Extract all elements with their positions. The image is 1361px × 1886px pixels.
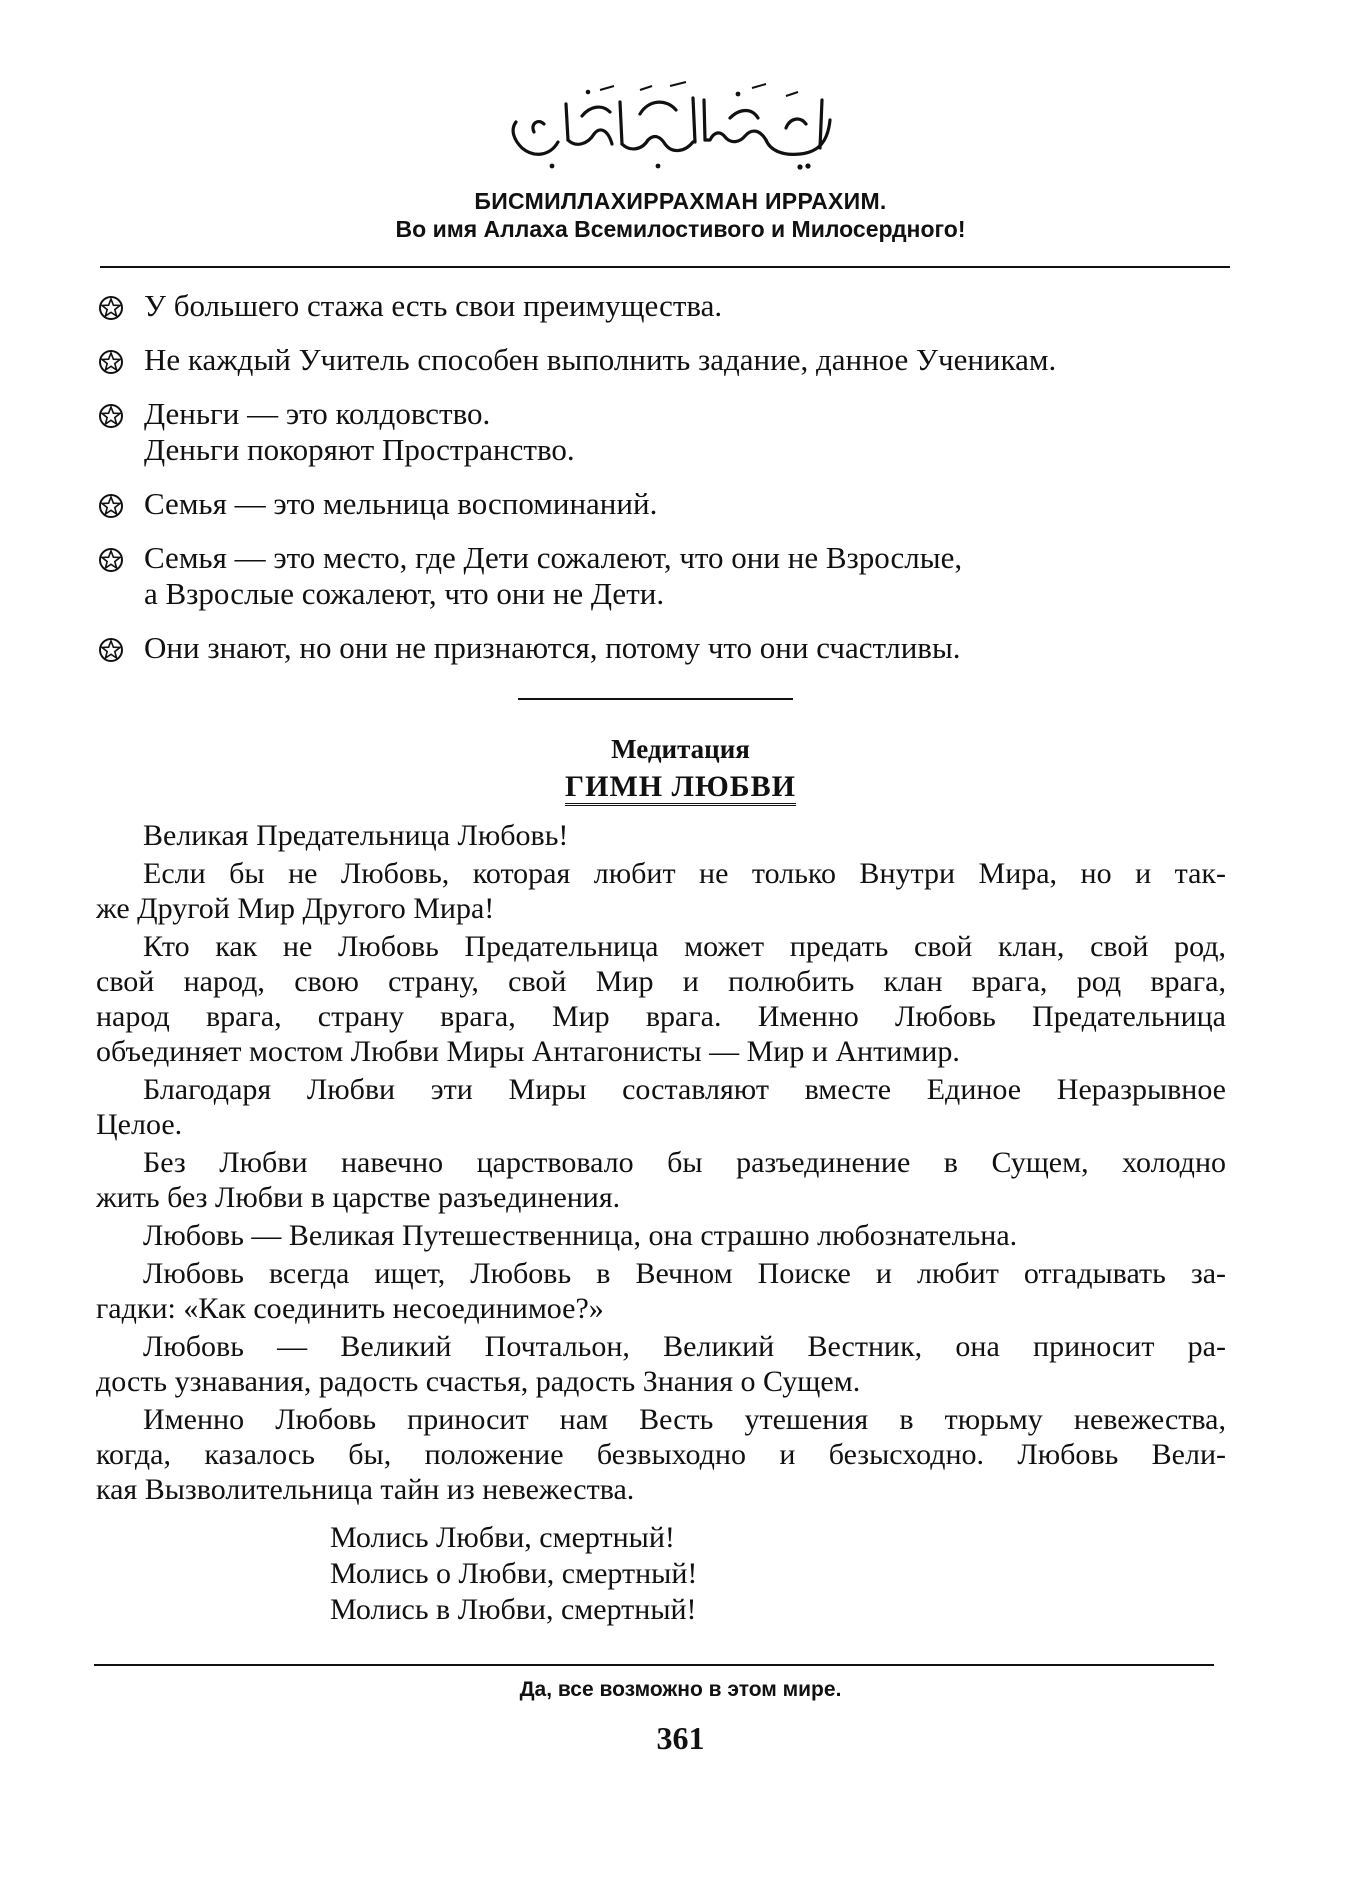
paragraph xyxy=(96,1402,1226,1507)
aphorism-line: Деньги — это колдовство. xyxy=(144,396,491,431)
prayer-verses xyxy=(330,1520,697,1628)
text-line: когда, казалось бы, положение безвыходно и безысходно. Любовь Вели- xyxy=(96,1438,1226,1471)
running-footer: Да, все возможно в этом мире. xyxy=(519,1678,842,1701)
header-divider xyxy=(100,266,1230,268)
basmala-transliteration: БИСМИЛЛАХИРРАХМАН ИРРАХИМ. xyxy=(474,188,887,214)
star-bullet-icon xyxy=(98,637,124,663)
aphorism-list xyxy=(98,288,1228,684)
aphorism-item xyxy=(98,396,1228,468)
text-line: объединяет мостом Любви Миры Антагонисты — Мир и Антимир. xyxy=(96,1035,960,1068)
basmala-calligraphy xyxy=(490,70,850,175)
text-line: Любовь всегда ищет, Любовь в Вечном Поиске и любит отгадывать за- xyxy=(143,1257,1226,1290)
text-line: Благодаря Любви эти Миры составляют вместе Единое Неразрывное xyxy=(143,1073,1226,1106)
section-divider xyxy=(518,698,793,700)
paragraph xyxy=(96,929,1226,1069)
basmala-translation: Во имя Аллаха Всемилостивого и Милосердного! xyxy=(395,216,966,242)
text-line: жить без Любви в царстве разъединения. xyxy=(96,1181,621,1214)
paragraph xyxy=(96,818,1226,853)
star-bullet-icon xyxy=(98,547,124,573)
aphorism-line: Не каждый Учитель способен выполнить задание, данное Ученикам. xyxy=(144,342,1057,377)
footer-divider xyxy=(94,1664,1214,1666)
text-line: кая Вызволительница тайн из невежества. xyxy=(96,1473,635,1506)
text-line: Если бы не Любовь, которая любит не только Внутри Мира, но и так- xyxy=(143,857,1226,890)
text-line: Кто как не Любовь Предательница может предать свой клан, свой род, xyxy=(143,930,1226,963)
paragraph xyxy=(96,1256,1226,1326)
text-line: же Другой Мир Другого Мира! xyxy=(96,892,495,925)
aphorism-item xyxy=(98,342,1228,378)
aphorism-item xyxy=(98,630,1228,666)
aphorism-line: Деньги покоряют Пространство. xyxy=(144,432,575,467)
star-bullet-icon xyxy=(98,349,124,375)
section-title: ГИМН ЛЮБВИ xyxy=(565,770,796,806)
aphorism-line: У большего стажа есть свои преимущества. xyxy=(144,288,723,323)
hymn-text xyxy=(96,818,1226,1510)
section-title-wrap xyxy=(0,770,1361,804)
paragraph xyxy=(96,1329,1226,1399)
text-line: гадки: «Как соединить несоединимое?» xyxy=(96,1292,604,1325)
aphorism-line: Семья — это место, где Дети сожалеют, что они не Взрослые, xyxy=(144,540,963,575)
paragraph xyxy=(96,1218,1226,1253)
paragraph xyxy=(96,856,1226,926)
paragraph xyxy=(96,1145,1226,1215)
section-subtitle: Медитация xyxy=(611,734,750,764)
aphorism-line: Они знают, но они не признаются, потому что они счастливы. xyxy=(144,630,961,665)
text-line: свой народ, свою страну, свой Мир и полюбить клан врага, род врага, xyxy=(96,965,1226,998)
text-line: Любовь — Великий Почтальон, Великий Вестник, она приносит ра- xyxy=(143,1330,1226,1363)
aphorism-item xyxy=(98,486,1228,522)
verse-line: Молись о Любви, смертный! xyxy=(330,1557,698,1590)
text-line: Целое. xyxy=(96,1108,183,1141)
text-line: Без Любви навечно царствовало бы разъединение в Сущем, холодно xyxy=(143,1146,1226,1179)
verse-line: Молись Любви, смертный! xyxy=(330,1521,675,1554)
aphorism-line: Семья — это мельница воспоминаний. xyxy=(144,486,658,521)
text-line: дость узнавания, радость счастья, радость Знания о Сущем. xyxy=(96,1365,861,1398)
text-line: народ врага, страну врага, Мир врага. Именно Любовь Предательница xyxy=(96,1000,1226,1033)
text-line: Любовь — Великая Путешественница, она страшно любознательна. xyxy=(143,1219,1018,1252)
aphorism-item xyxy=(98,288,1228,324)
star-bullet-icon xyxy=(98,295,124,321)
aphorism-item xyxy=(98,540,1228,612)
page-number: 361 xyxy=(656,1720,705,1756)
text-line: Великая Предательница Любовь! xyxy=(143,819,569,852)
star-bullet-icon xyxy=(98,493,124,519)
verse-line: Молись в Любви, смертный! xyxy=(330,1593,697,1626)
text-line: Именно Любовь приносит нам Весть утешения в тюрьму невежества, xyxy=(143,1403,1226,1436)
paragraph xyxy=(96,1072,1226,1142)
aphorism-line: а Взрослые сожалеют, что они не Дети. xyxy=(144,576,665,611)
star-bullet-icon xyxy=(98,403,124,429)
